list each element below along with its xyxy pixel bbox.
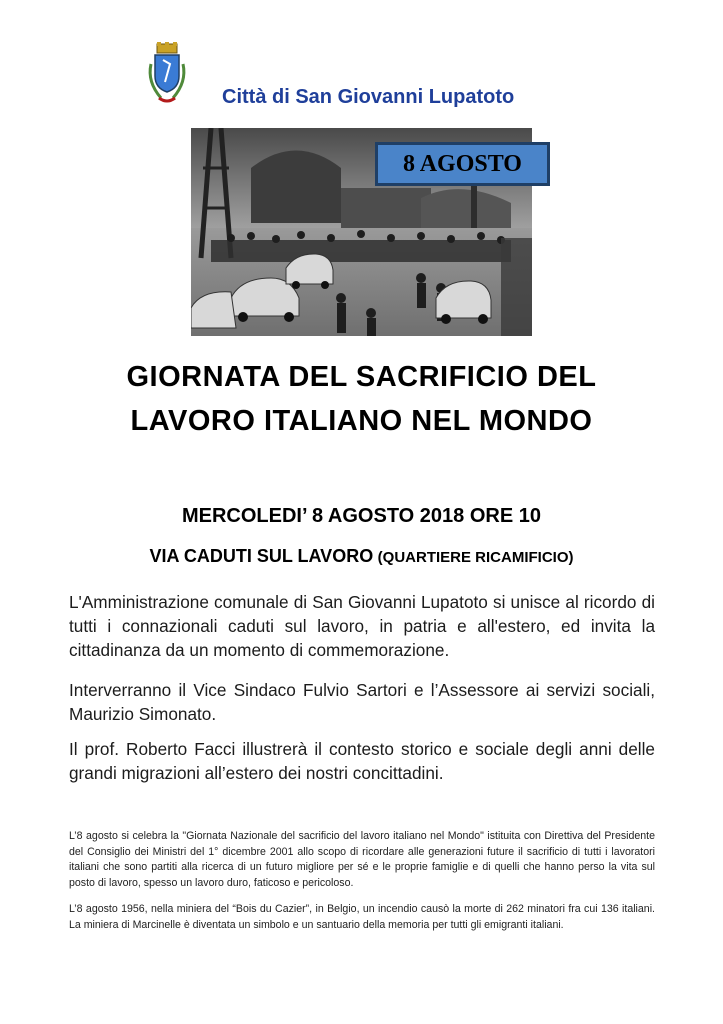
event-place-main: VIA CADUTI SUL LAVORO (149, 546, 374, 566)
municipal-crest-icon (143, 42, 191, 108)
body-paragraph-2: Interverranno il Vice Sindaco Fulvio Sartori e l’Assessore ai servizi sociali, Maurizio Simonato. (69, 680, 655, 724)
event-place-sub: (QUARTIERE RICAMIFICIO) (377, 549, 574, 566)
event-date-time: MERCOLEDI’ 8 AGOSTO 2018 ORE 10 (181, 505, 541, 527)
event-place (0, 546, 723, 567)
body-paragraph-3: Il prof. Roberto Facci illustrerà il contesto storico e sociale degli anni delle grandi migrazioni all’estero dei nostri concittadini. (69, 739, 655, 783)
city-title: Città di San Giovanni Lupatoto (222, 86, 515, 108)
date-badge: 8 AGOSTO (375, 142, 550, 186)
headline-line-2: LAVORO ITALIANO NEL MONDO (130, 405, 593, 437)
footnote-1: L’8 agosto si celebra la "Giornata Nazionale del sacrificio del lavoro italiano nel Mondo" istituita con Direttiva del Presidente del Consiglio dei Ministri del 1° dicembre 2001 allo scopo di ricordare alle generazioni future il sacrificio di tutti i lavoratori italiani che sono partiti alla ricerca di un futuro migliore per sé e le proprie famiglie e di quelli che hanno perso la vita sul posto di lavoro, spesso un lavoro duro, faticoso e pericoloso. (69, 830, 655, 889)
body-paragraph-1: L'Amministrazione comunale di San Giovanni Lupatoto si unisce al ricordo di tutti i connazionali caduti sul lavoro, in patria e all'estero, ed invita la cittadinanza da un momento di commemorazione. (69, 592, 655, 660)
footnote-2: L’8 agosto 1956, nella miniera del “Bois du Cazier”, in Belgio, un incendio causò la morte di 262 minatori fra cui 136 italiani. La miniera di Marcinelle è diventata un simbolo e un santuario della memoria per tutti gli emigranti italiani. (69, 903, 655, 931)
headline-line-1: GIORNATA DEL SACRIFICIO DEL (126, 361, 597, 393)
